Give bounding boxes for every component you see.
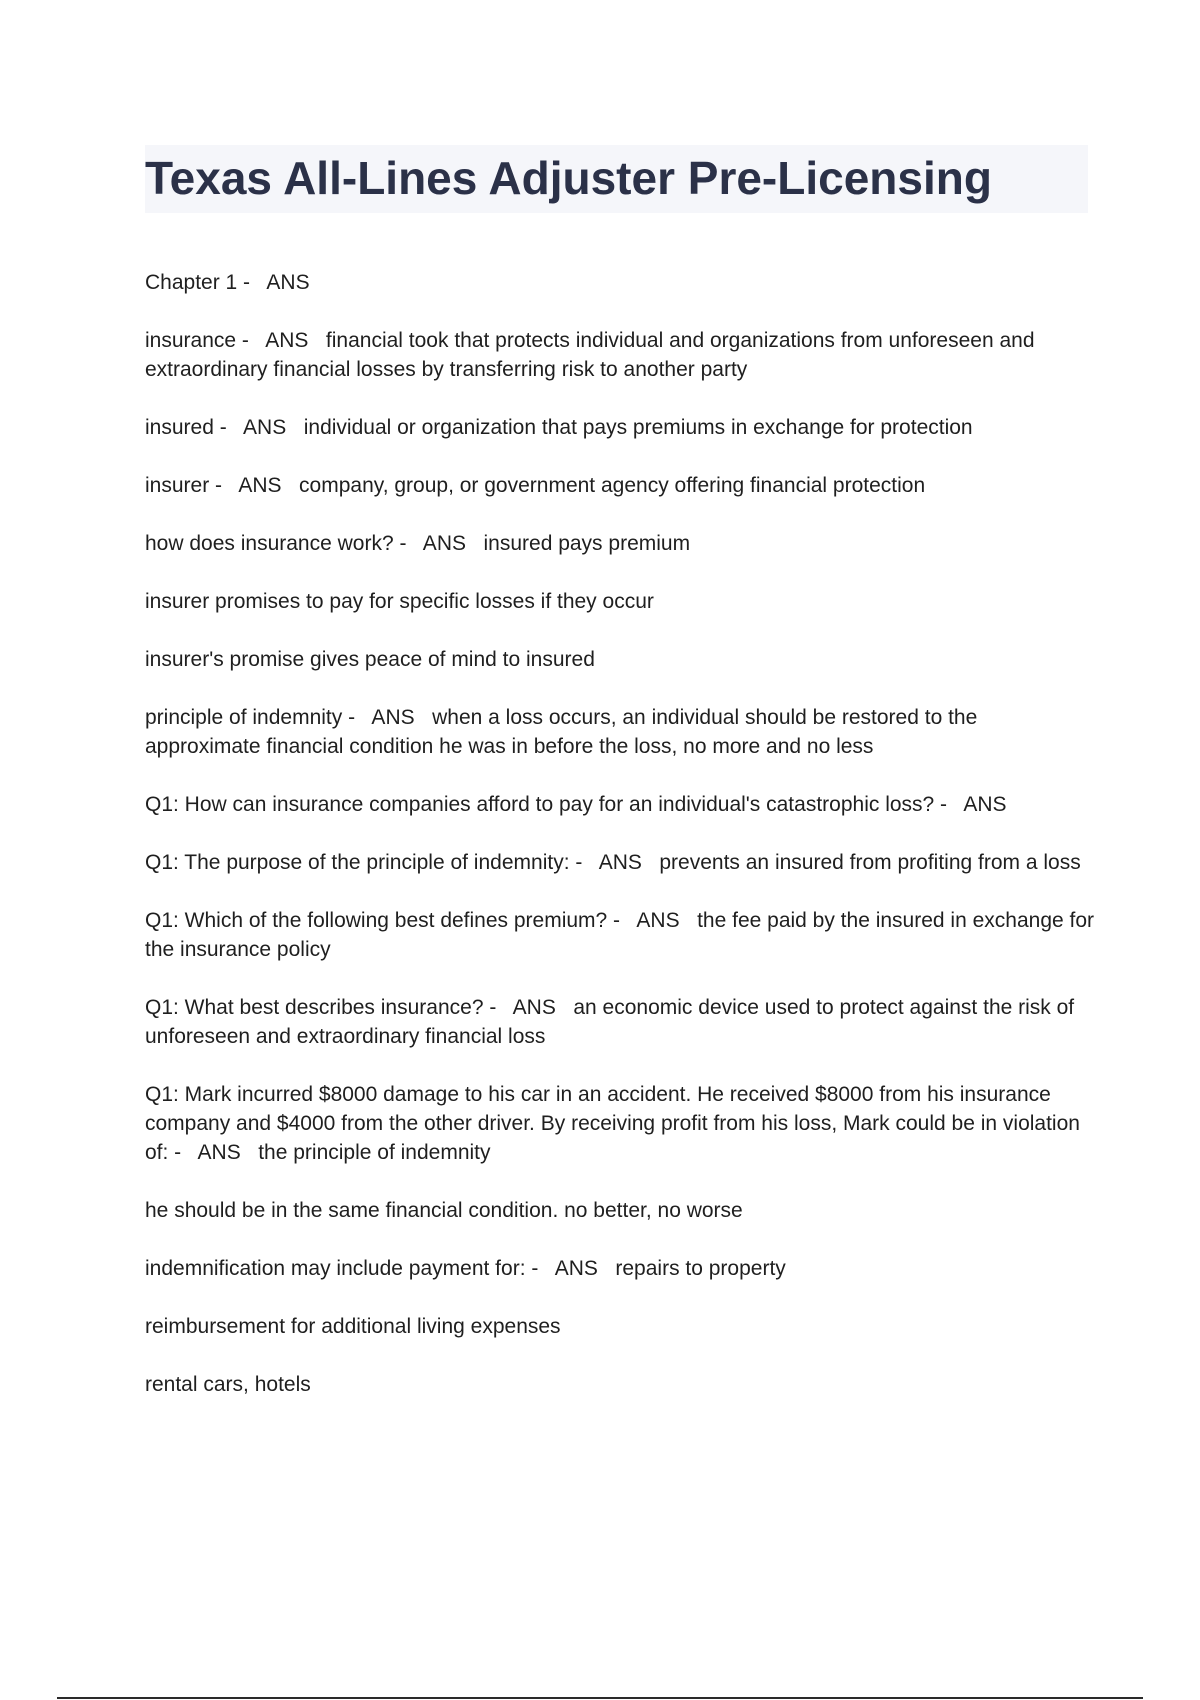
page-title: Texas All-Lines Adjuster Pre-Licensing (145, 152, 992, 204)
flashcard-list (145, 268, 1100, 1428)
list-item: Q1: Which of the following best defines premium? - ANS the fee paid by the insured in exchange for the insurance policy (145, 909, 1100, 961)
list-item: rental cars, hotels (145, 1373, 311, 1396)
list-item: insurer's promise gives peace of mind to insured (145, 648, 595, 671)
list-item: insurer promises to pay for specific losses if they occur (145, 590, 654, 613)
list-item: insurance - ANS financial took that protects individual and organizations from unforeseen and extraordinary financial losses by transferring risk to another party (145, 329, 1041, 381)
list-item: Q1: The purpose of the principle of indemnity: - ANS prevents an insured from profiting from a loss (145, 851, 1081, 874)
list-item: Chapter 1 - ANS (145, 271, 310, 294)
list-item: indemnification may include payment for: - ANS repairs to property (145, 1257, 786, 1280)
list-item: Q1: What best describes insurance? - ANS an economic device used to protect against the risk of unforeseen and extraordinary financial loss (145, 996, 1080, 1048)
list-item: how does insurance work? - ANS insured pays premium (145, 532, 691, 555)
list-item: principle of indemnity - ANS when a loss occurs, an individual should be restored to the approximate financial condition he was in before the loss, no more and no less (145, 706, 984, 758)
list-item: Q1: Mark incurred $8000 damage to his car in an accident. He received $8000 from his insurance company and $4000 from the other driver. By receiving profit from his loss, Mark could be in violation of: - ANS the principle of indemnity (145, 1083, 1086, 1164)
footer-divider (57, 1697, 1143, 1699)
list-item: reimbursement for additional living expenses (145, 1315, 561, 1338)
list-item: insured - ANS individual or organization that pays premiums in exchange for protection (145, 416, 973, 439)
title-banner (145, 145, 1088, 213)
list-item: Q1: How can insurance companies afford to pay for an individual's catastrophic loss? - ANS (145, 793, 1007, 816)
list-item: he should be in the same financial condition. no better, no worse (145, 1199, 743, 1222)
list-item: insurer - ANS company, group, or government agency offering financial protection (145, 474, 926, 497)
